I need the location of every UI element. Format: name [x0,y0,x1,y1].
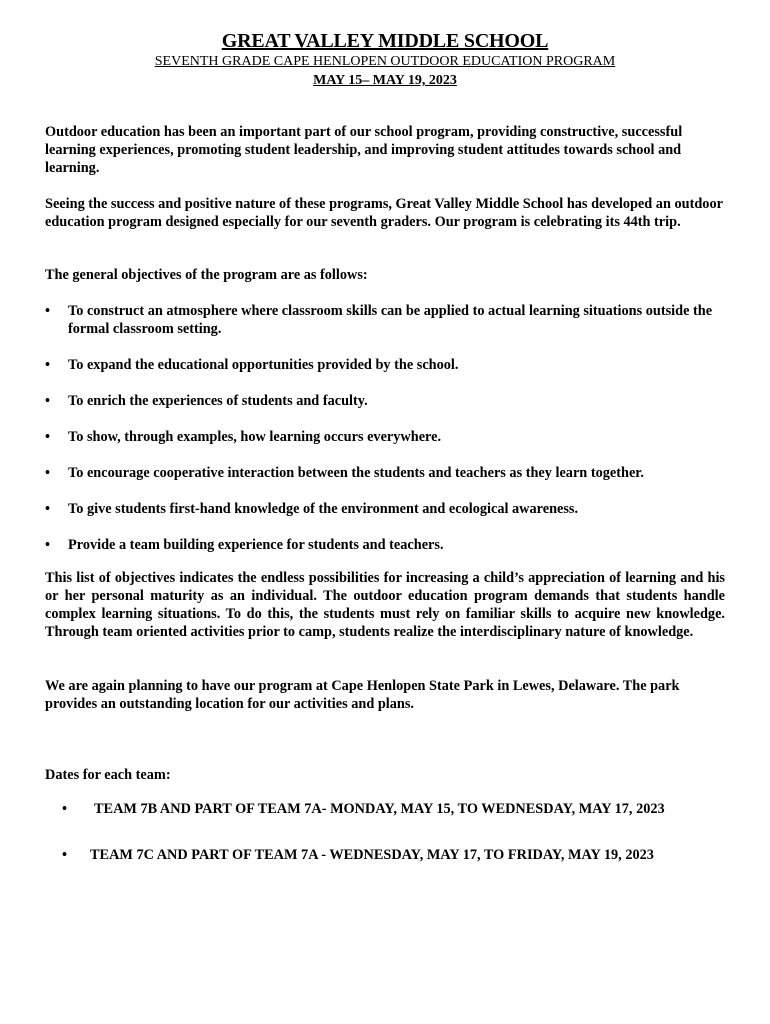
objective-text: To encourage cooperative interaction between the students and teachers as they learn together. [68,465,644,481]
team-date-item [62,800,742,818]
objective-text: To enrich the experiences of students and faculty. [68,393,368,409]
team-date-text: TEAM 7B AND PART OF TEAM 7A- MONDAY, MAY 15, TO WEDNESDAY, MAY 17, 2023 [94,801,665,817]
intro-paragraph: Outdoor education has been an important part of our school program, providing constructive, successful learning experiences, promoting student leadership, and improving student attitudes towards school and learning. [45,124,683,176]
program-dates: MAY 15– MAY 19, 2023 [313,73,457,88]
objective-text: To give students first-hand knowledge of the environment and ecological awareness. [68,501,579,517]
school-title: GREAT VALLEY MIDDLE SCHOOL [221,30,549,52]
team-date-text: TEAM 7C AND PART OF TEAM 7A - WEDNESDAY, MAY 17, TO FRIDAY, MAY 19, 2023 [90,847,654,863]
objective-item [45,428,725,446]
team-date-item [62,846,742,864]
objective-text: To construct an atmosphere where classroom skills can be applied to actual learning situations outside the formal classroom setting. [68,303,713,337]
program-subtitle: SEVENTH GRADE CAPE HENLOPEN OUTDOOR EDUCATION PROGRAM [154,54,616,69]
objective-item [45,356,725,374]
objective-text: To show, through examples, how learning occurs everywhere. [68,429,442,445]
bullet-icon: • [45,537,51,553]
bullet-icon: • [45,357,51,373]
dates-heading: Dates for each team: [45,767,171,783]
success-paragraph: Seeing the success and positive nature of these programs, Great Valley Middle School has developed an outdoor education program designed especially for our seventh graders. Our program is celebrating its 44th trip. [45,196,723,230]
objective-item [45,536,725,554]
bullet-icon: • [62,847,68,863]
bullet-icon: • [45,465,51,481]
objective-item [45,500,725,518]
location-paragraph: We are again planning to have our program at Cape Henlopen State Park in Lewes, Delaware. The park provides an outstanding location for our activities and plans. [45,678,680,712]
bullet-icon: • [45,393,51,409]
objective-item [45,392,725,410]
team-dates-list [62,800,742,864]
objectives-summary-paragraph: This list of objectives indicates the endless possibilities for increasing a child’s appreciation of learning and his or her personal maturity as an individual. The outdoor education program demands that students handle complex learning situations. To do this, the students must rely on familiar skills to acquire new knowledge. Through team oriented activities prior to camp, students realize the interdisciplinary nature of knowledge. [45,570,725,640]
objectives-list [45,302,725,572]
bullet-icon: • [62,801,68,817]
objective-item [45,464,725,482]
objective-text: Provide a team building experience for students and teachers. [68,537,444,553]
bullet-icon: • [45,429,51,445]
bullet-icon: • [45,303,51,319]
objectives-heading: The general objectives of the program are as follows: [45,267,368,283]
bullet-icon: • [45,501,51,517]
objective-item [45,302,725,338]
objective-text: To expand the educational opportunities provided by the school. [68,357,459,373]
